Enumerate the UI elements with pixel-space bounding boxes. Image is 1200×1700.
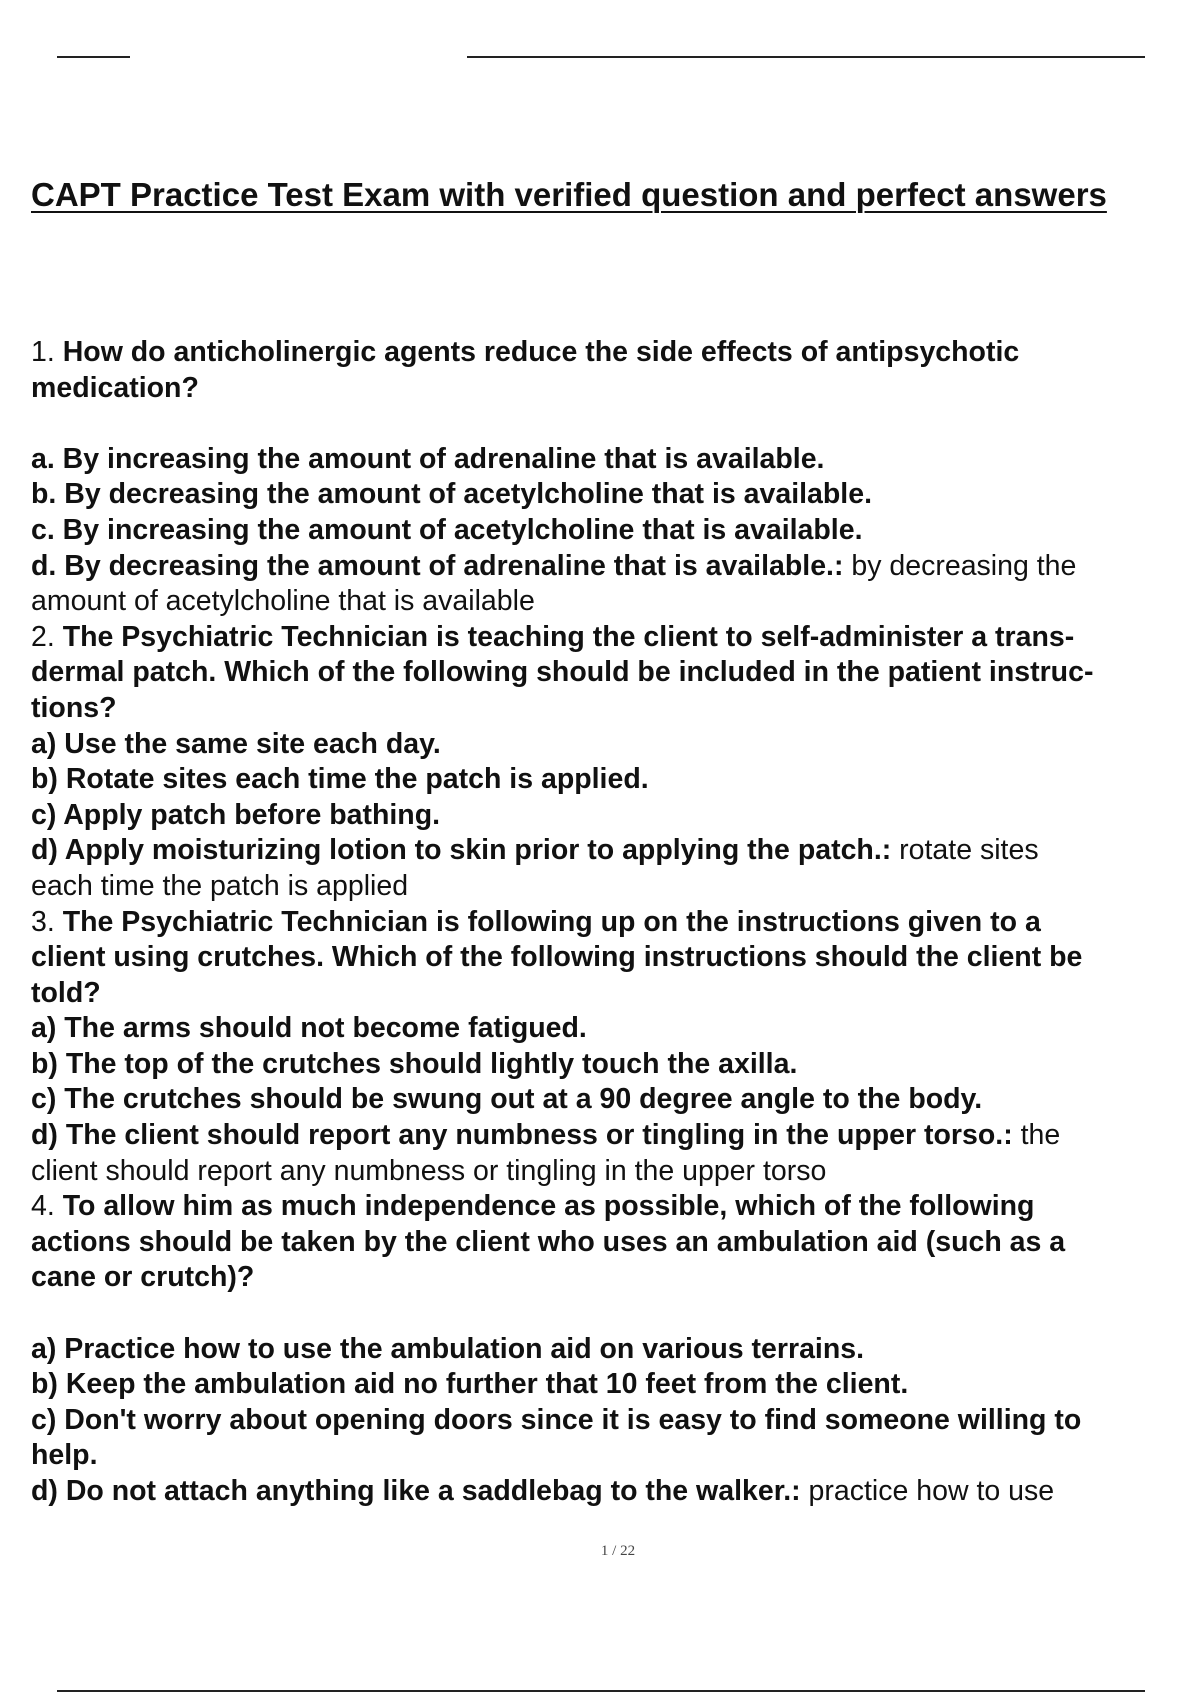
answer-text: client should report any numbness or tingling in the upper torso xyxy=(31,1154,827,1187)
question-text: c) Apply patch before bathing. xyxy=(31,798,441,831)
question-text: d) Apply moisturizing lotion to skin prior to applying the patch.: xyxy=(31,834,892,867)
answer-text: amount of acetylcholine that is available xyxy=(31,585,535,618)
text-line xyxy=(31,584,1200,620)
question-text: To allow him as much independence as possible, which of the following xyxy=(54,1190,1035,1223)
text-line xyxy=(31,1403,1200,1439)
question-text: c) The crutches should be swung out at a 90 degree angle to the body. xyxy=(31,1083,983,1116)
text-line xyxy=(31,442,1200,478)
page-number: 1 / 22 xyxy=(600,1543,636,1559)
question-text: told? xyxy=(31,976,101,1009)
question-number: 3. xyxy=(31,905,55,938)
document-title: CAPT Practice Test Exam with verified question and perfect answers xyxy=(31,176,1107,213)
text-line xyxy=(31,940,1200,976)
text-line xyxy=(31,513,1200,549)
text-line xyxy=(31,727,1200,763)
text-line xyxy=(31,869,1200,905)
text-line xyxy=(31,1367,1200,1403)
question-text: a) Practice how to use the ambulation aid on various terrains. xyxy=(31,1332,865,1365)
text-line xyxy=(31,371,1200,407)
question-text: d. By decreasing the amount of adrenaline that is available.: xyxy=(31,549,844,582)
question-number: 1. xyxy=(31,336,55,368)
question-text: b) Keep the ambulation aid no further that 10 feet from the client. xyxy=(31,1368,909,1401)
question-text: a. By increasing the amount of adrenaline that is available. xyxy=(31,442,825,475)
text-line xyxy=(31,798,1200,834)
question-text: dermal patch. Which of the following should be included in the patient instruc- xyxy=(31,656,1094,689)
text-line xyxy=(31,1189,1200,1225)
question-text: medication? xyxy=(31,371,199,404)
text-line xyxy=(31,477,1200,513)
footer-rule xyxy=(57,1690,1145,1692)
text-line xyxy=(31,1260,1200,1296)
question-text: d) The client should report any numbness or tingling in the upper torso.: xyxy=(31,1119,1013,1152)
answer-text: the xyxy=(1012,1119,1061,1152)
header-rule-right xyxy=(467,56,1145,58)
question-text: a) The arms should not become fatigued. xyxy=(31,1012,587,1045)
question-number: 4. xyxy=(31,1190,55,1223)
question-text: How do anticholinergic agents reduce the side effects of antipsychotic xyxy=(54,336,1020,368)
text-line xyxy=(31,655,1200,691)
text-line xyxy=(31,1047,1200,1083)
text-line xyxy=(31,1225,1200,1261)
question-text: a) Use the same site each day. xyxy=(31,727,441,760)
question-text: tions? xyxy=(31,691,117,724)
answer-text: each time the patch is applied xyxy=(31,869,409,902)
question-text: help. xyxy=(31,1439,98,1472)
text-line xyxy=(31,1474,1200,1510)
watermark-logo xyxy=(120,30,460,110)
text-line xyxy=(31,905,1200,941)
text-line xyxy=(31,762,1200,798)
question-list xyxy=(31,335,1200,1510)
question-text: b. By decreasing the amount of acetylcholine that is available. xyxy=(31,478,872,511)
question-text: d) Do not attach anything like a saddlebag to the walker.: xyxy=(31,1475,801,1507)
question-text: actions should be taken by the client who uses an ambulation aid (such as a xyxy=(31,1225,1066,1258)
question-text: b) Rotate sites each time the patch is applied. xyxy=(31,763,649,796)
blank-line xyxy=(31,406,1200,442)
text-line xyxy=(31,1332,1200,1368)
answer-text: practice how to use xyxy=(800,1475,1055,1507)
text-line xyxy=(31,833,1200,869)
text-line xyxy=(31,1154,1200,1190)
question-text: cane or crutch)? xyxy=(31,1261,255,1294)
question-text: c) Don't worry about opening doors since it is easy to find someone willing to xyxy=(31,1403,1082,1436)
text-line xyxy=(31,335,1200,371)
text-line xyxy=(31,1118,1200,1154)
text-line xyxy=(31,1438,1200,1474)
answer-text: rotate sites xyxy=(891,834,1039,867)
blank-line xyxy=(31,1296,1200,1332)
text-line xyxy=(31,620,1200,656)
text-line xyxy=(31,976,1200,1012)
text-line xyxy=(31,1011,1200,1047)
text-line xyxy=(31,691,1200,727)
question-text: c. By increasing the amount of acetylcholine that is available. xyxy=(31,513,863,546)
question-text: The Psychiatric Technician is following up on the instructions given to a xyxy=(54,905,1041,938)
question-number: 2. xyxy=(31,620,55,653)
answer-text: by decreasing the xyxy=(843,549,1077,582)
question-text: The Psychiatric Technician is teaching the client to self-administer a trans- xyxy=(54,620,1075,653)
text-line xyxy=(31,549,1200,585)
question-text: client using crutches. Which of the following instructions should the client be xyxy=(31,941,1083,974)
question-text: b) The top of the crutches should lightly touch the axilla. xyxy=(31,1047,798,1080)
text-line xyxy=(31,1082,1200,1118)
